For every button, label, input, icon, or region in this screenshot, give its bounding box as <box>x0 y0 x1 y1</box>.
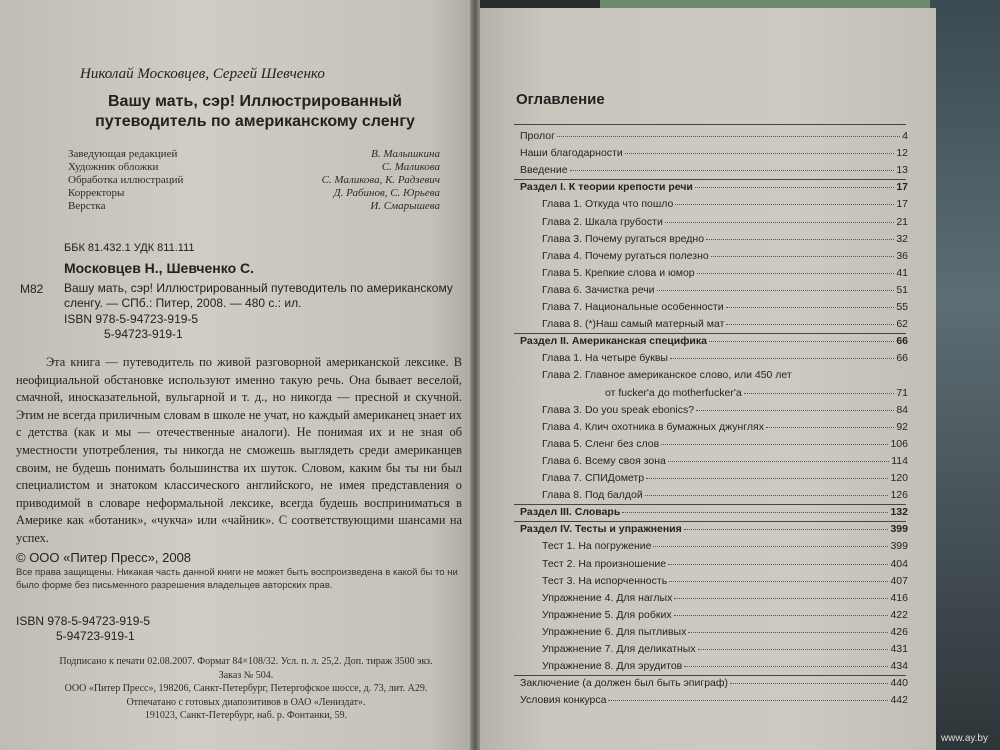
toc-entry <box>520 694 908 706</box>
toc-dot-leader <box>668 461 889 462</box>
toc-dot-leader <box>697 273 895 274</box>
toc-entry-page: 12 <box>896 147 908 160</box>
toc-entry-page: 66 <box>896 335 908 348</box>
toc-entry-label: Глава 6. Всему своя зона <box>542 454 666 467</box>
toc-entry-page: 106 <box>890 437 908 450</box>
toc-entry <box>542 233 908 245</box>
toc-entry <box>520 506 908 518</box>
toc-entry-page: 36 <box>896 249 908 262</box>
toc-dot-leader <box>646 478 888 479</box>
toc-dot-leader <box>669 581 888 582</box>
toc-entry-page: 66 <box>896 352 908 365</box>
toc-dot-leader <box>657 290 895 291</box>
toc-dot-leader <box>675 204 894 205</box>
toc-entry-label: Тест 3. На испорченность <box>542 574 668 587</box>
toc-entry-page: 407 <box>890 574 908 587</box>
toc-entry <box>542 455 908 467</box>
toc-entry-page: 399 <box>890 523 908 536</box>
toc-entry-page: 442 <box>890 694 908 707</box>
toc-entry <box>542 489 908 501</box>
toc-entry <box>542 369 908 381</box>
toc-entry-page: 431 <box>890 643 908 655</box>
toc-dot-leader <box>645 495 889 496</box>
toc-entry-page: 84 <box>896 403 908 416</box>
toc-entry-page: 114 <box>891 454 908 467</box>
copyright: © ООО «Питер Пресс», 2008 <box>16 550 192 565</box>
toc-entry-page: 399 <box>890 540 908 553</box>
toc-entry-page: 32 <box>896 232 908 245</box>
toc-entry-label: Глава 4. Клич охотника в бумажных джунглях <box>542 420 764 433</box>
authors: Николай Московцев, Сергей Шевченко <box>80 66 325 82</box>
toc-entry-page: 13 <box>896 164 908 177</box>
toc-dot-leader <box>570 170 895 171</box>
toc-entry-label: Тест 2. На произношение <box>542 557 667 570</box>
toc-entry-page: 92 <box>896 420 908 433</box>
toc-entry <box>520 335 908 347</box>
toc-dot-leader <box>709 341 894 342</box>
toc-entry-label: Упражнение 6. Для пытливых <box>542 625 687 638</box>
imprint-line: ООО «Питер Пресс», 198206, Санкт-Петербург, Петергофское шоссе, д. 73, лит. А29. <box>64 683 428 694</box>
toc-entry-label: Глава 3. Do you speak ebonics? <box>542 403 695 416</box>
bibliography: Вашу мать, сэр! Иллюстрированный путеводитель по американскому сленгу. — СПб.: Питер, 2008. — 480 с.: ил. <box>64 281 453 310</box>
imprint-line: Отпечатано с готовых диапозитивов в ОАО «Лениздат». <box>126 696 366 708</box>
toc-entry <box>542 626 908 638</box>
toc-dot-leader <box>653 546 888 547</box>
credit-row <box>68 148 440 161</box>
toc-dot-leader <box>726 324 894 325</box>
toc-entry <box>542 301 908 313</box>
toc-dot-leader <box>706 239 894 240</box>
isbn-line: 5-94723-919-1 <box>56 629 135 643</box>
toc-entry-label: Глава 1. Откуда что пошло <box>542 198 674 211</box>
toc-entry-label: Раздел II. Американская специфика <box>520 335 707 348</box>
toc-entry-page: 55 <box>896 301 908 313</box>
toc-entry-label: Глава 5. Крепкие слова и юмор <box>542 266 695 279</box>
credit-role: Верстка <box>68 200 106 212</box>
toc-entry-page: 51 <box>896 283 908 296</box>
toc-entry-label: Глава 2. Главное американское слово, или 450 лет <box>542 369 792 382</box>
toc-dot-leader <box>674 598 888 599</box>
credit-name: Д. Рабинов, С. Юрьева <box>333 187 440 199</box>
toc-entry-label: Глава 8. (*)Наш самый матерный мат <box>542 318 725 331</box>
toc-separator <box>514 675 906 676</box>
toc-entry-label: Глава 6. Зачистка речи <box>542 283 655 296</box>
toc-dot-leader <box>661 444 888 445</box>
toc-entry <box>542 592 908 604</box>
toc-entry <box>542 284 908 296</box>
credit-row <box>68 174 440 187</box>
toc-entry <box>542 609 908 621</box>
toc-entry <box>542 558 908 570</box>
toc-entry <box>520 147 908 159</box>
toc-separator <box>514 504 906 505</box>
toc-entry-page: 120 <box>890 472 908 484</box>
credit-name: С. Маликова <box>381 161 440 173</box>
toc-separator <box>514 333 906 334</box>
credit-name: И. Смарышева <box>370 200 440 212</box>
toc-dot-leader <box>730 683 888 684</box>
toc-dot-leader <box>766 427 894 428</box>
toc-entry-page: 416 <box>890 591 908 604</box>
credit-role: Обработка иллюстраций <box>68 174 184 186</box>
toc-dot-leader <box>668 564 888 565</box>
imprint-line: Заказ № 504. <box>218 669 274 681</box>
toc-entry-label: Введение <box>520 164 568 177</box>
toc-entry-label: Наши благодарности <box>520 147 623 160</box>
toc-dot-leader <box>695 187 894 188</box>
toc-entry-page: 21 <box>896 215 908 228</box>
author-line: Московцев Н., Шевченко С. <box>64 260 255 276</box>
credit-row <box>68 200 440 213</box>
toc-entry-page: 434 <box>890 660 908 673</box>
toc-entry <box>542 575 908 587</box>
credit-name: В. Малышкина <box>371 148 440 160</box>
toc-entry-label: Раздел IV. Тесты и упражнения <box>520 523 682 536</box>
toc-entry <box>542 198 908 210</box>
catalog-code: М82 <box>20 282 44 296</box>
bbk-code: ББК 81.432.1 УДК 811.111 <box>64 242 195 254</box>
isbn-block <box>64 312 198 342</box>
credit-name: С. Маликова, К. Радзевич <box>321 174 440 186</box>
toc-entry-label: Раздел I. К теории крепости речи <box>520 181 693 194</box>
toc-dot-leader <box>744 393 895 394</box>
toc-dot-leader <box>665 222 894 223</box>
imprint-line: Подписано к печати 02.08.2007. Формат 84×108/32. Усл. п. л. 25,2. Доп. тираж 3500 экз. <box>59 656 433 667</box>
toc-entry <box>542 643 908 655</box>
imprint-line: 191023, Санкт-Петербург, наб. р. Фонтанки, 59. <box>144 710 348 721</box>
toc-entry-label: Глава 5. Сленг без слов <box>542 437 660 450</box>
toc-entry <box>520 181 908 193</box>
toc-entry-label: Тест 1. На погружение <box>542 540 652 553</box>
toc-entry-page: 71 <box>896 386 908 399</box>
toc-entry <box>542 540 908 552</box>
left-page <box>0 0 478 750</box>
toc-entry-label: Заключение (а должен был быть эпиграф) <box>520 677 729 690</box>
toc-entry-label: Раздел III. Словарь <box>520 506 621 519</box>
toc-entry-label: Глава 8. Под балдой <box>542 489 643 502</box>
toc-dot-leader <box>684 529 889 530</box>
toc-entry-page: 132 <box>890 506 908 519</box>
credit-role: Художник обложки <box>68 161 159 173</box>
toc-entry <box>542 318 908 330</box>
toc-dot-leader <box>622 512 888 513</box>
toc-entry-page: 426 <box>890 625 908 638</box>
toc-entry <box>605 387 908 399</box>
toc-entry-label: Условия конкурса <box>520 694 607 707</box>
toc-entry-page: 4 <box>902 130 908 142</box>
toc-entry-label: Пролог <box>520 130 555 142</box>
toc-entry <box>542 404 908 416</box>
toc-dot-leader <box>696 410 894 411</box>
isbn-block <box>16 614 150 644</box>
toc-entry-page: 440 <box>890 677 908 690</box>
toc-entry <box>542 352 908 364</box>
annotation-text: Эта книга — путеводитель по живой разговорной американской лексике. В неофициальной обстановке используют именно такую речь. Она бывает веселой, смачной, иносказательной, вульгарной и т. д., но никогда — пресной и скучной. Этим не всегда приличным словам в школе не учат, но каждый американец знает их с детства (как и мы — отечественные аналоги). Не понимая их и не зная об уместности употребления, ты никогда не сможешь выглядеть среди американцев своим, не будешь понимать большинства их шуток. Словом, каким бы ты ни был специалистом и знатоком классического английского, не имея представления о приводимой в словаре неформальной лексике, всегда будешь восприниматься в Америке как «ботаник», «чукча» или «чайник». С соответствующими шансами на успех. <box>16 355 462 545</box>
imprint <box>36 655 456 723</box>
toc-dot-leader <box>608 700 888 701</box>
credits-list <box>68 148 440 213</box>
credit-row <box>68 187 440 200</box>
toc-entry-label: Глава 2. Шкала грубости <box>542 215 663 228</box>
watermark: www.ay.by <box>940 733 988 744</box>
credit-role: Заведующая редакцией <box>68 148 178 160</box>
toc-dot-leader <box>688 632 888 633</box>
toc-entry-page: 126 <box>890 489 908 502</box>
toc-entry-page: 41 <box>896 266 908 279</box>
toc-entry-label: Упражнение 4. Для наглых <box>542 591 673 604</box>
isbn-line: ISBN 978-5-94723-919-5 <box>16 614 151 628</box>
toc-entry <box>520 164 908 176</box>
rights-notice: Все права защищены. Никакая часть данной книги не может быть воспроизведена в какой бы то ни было форме без письменного разрешения владельцев авторских прав. <box>16 567 458 591</box>
toc-entry <box>520 130 908 142</box>
toc-entry-page: 62 <box>896 318 908 331</box>
toc-dot-leader <box>557 136 900 137</box>
toc-entry <box>542 472 908 484</box>
toc-dot-leader <box>726 307 895 308</box>
toc-entry-label: Глава 1. На четыре буквы <box>542 352 668 365</box>
toc-entry <box>520 523 908 535</box>
credit-row <box>68 161 440 174</box>
toc-dot-leader <box>711 256 895 257</box>
background-surface <box>930 0 1000 750</box>
toc-dot-leader <box>625 153 895 154</box>
toc-entry-label: Глава 7. СПИДометр <box>542 472 645 484</box>
toc-entry <box>542 267 908 279</box>
toc-entry-label: Упражнение 8. Для эрудитов <box>542 660 683 673</box>
toc-entry-page: 17 <box>896 181 908 194</box>
book-title: Вашу мать, сэр! Иллюстрированный путеводитель по американскому сленгу <box>95 93 415 130</box>
toc-entry <box>542 421 908 433</box>
toc-separator <box>514 179 906 180</box>
toc-entry-label: Глава 4. Почему ругаться полезно <box>542 249 709 262</box>
isbn-line: 5-94723-919-1 <box>104 327 183 341</box>
toc-entry-page: 422 <box>890 608 908 621</box>
toc-entry-page: 17 <box>896 198 908 211</box>
isbn-line: ISBN 978-5-94723-919-5 <box>64 312 199 326</box>
toc-separator <box>514 124 906 125</box>
toc-dot-leader <box>698 649 889 650</box>
toc-entry-label: от fucker'а до motherfucker'а <box>605 386 742 399</box>
toc-entry <box>542 438 908 450</box>
toc-entry <box>542 250 908 262</box>
toc-dot-leader <box>674 615 889 616</box>
toc-dot-leader <box>684 666 888 667</box>
toc-separator <box>514 521 906 522</box>
toc-entry <box>542 216 908 228</box>
toc-entry-page: 404 <box>890 557 908 570</box>
toc-entry-label: Глава 3. Почему ругаться вредно <box>542 232 705 245</box>
toc-entry <box>520 677 908 689</box>
toc-dot-leader <box>670 358 894 359</box>
toc-entry-label: Упражнение 7. Для деликатных <box>542 643 696 655</box>
toc-entry-label: Упражнение 5. Для робких <box>542 608 672 621</box>
toc-entry <box>542 660 908 672</box>
credit-role: Корректоры <box>68 187 125 199</box>
toc-entry-label: Глава 7. Национальные особенности <box>542 301 724 313</box>
book-gutter <box>470 0 480 750</box>
toc-title: Оглавление <box>516 91 605 108</box>
